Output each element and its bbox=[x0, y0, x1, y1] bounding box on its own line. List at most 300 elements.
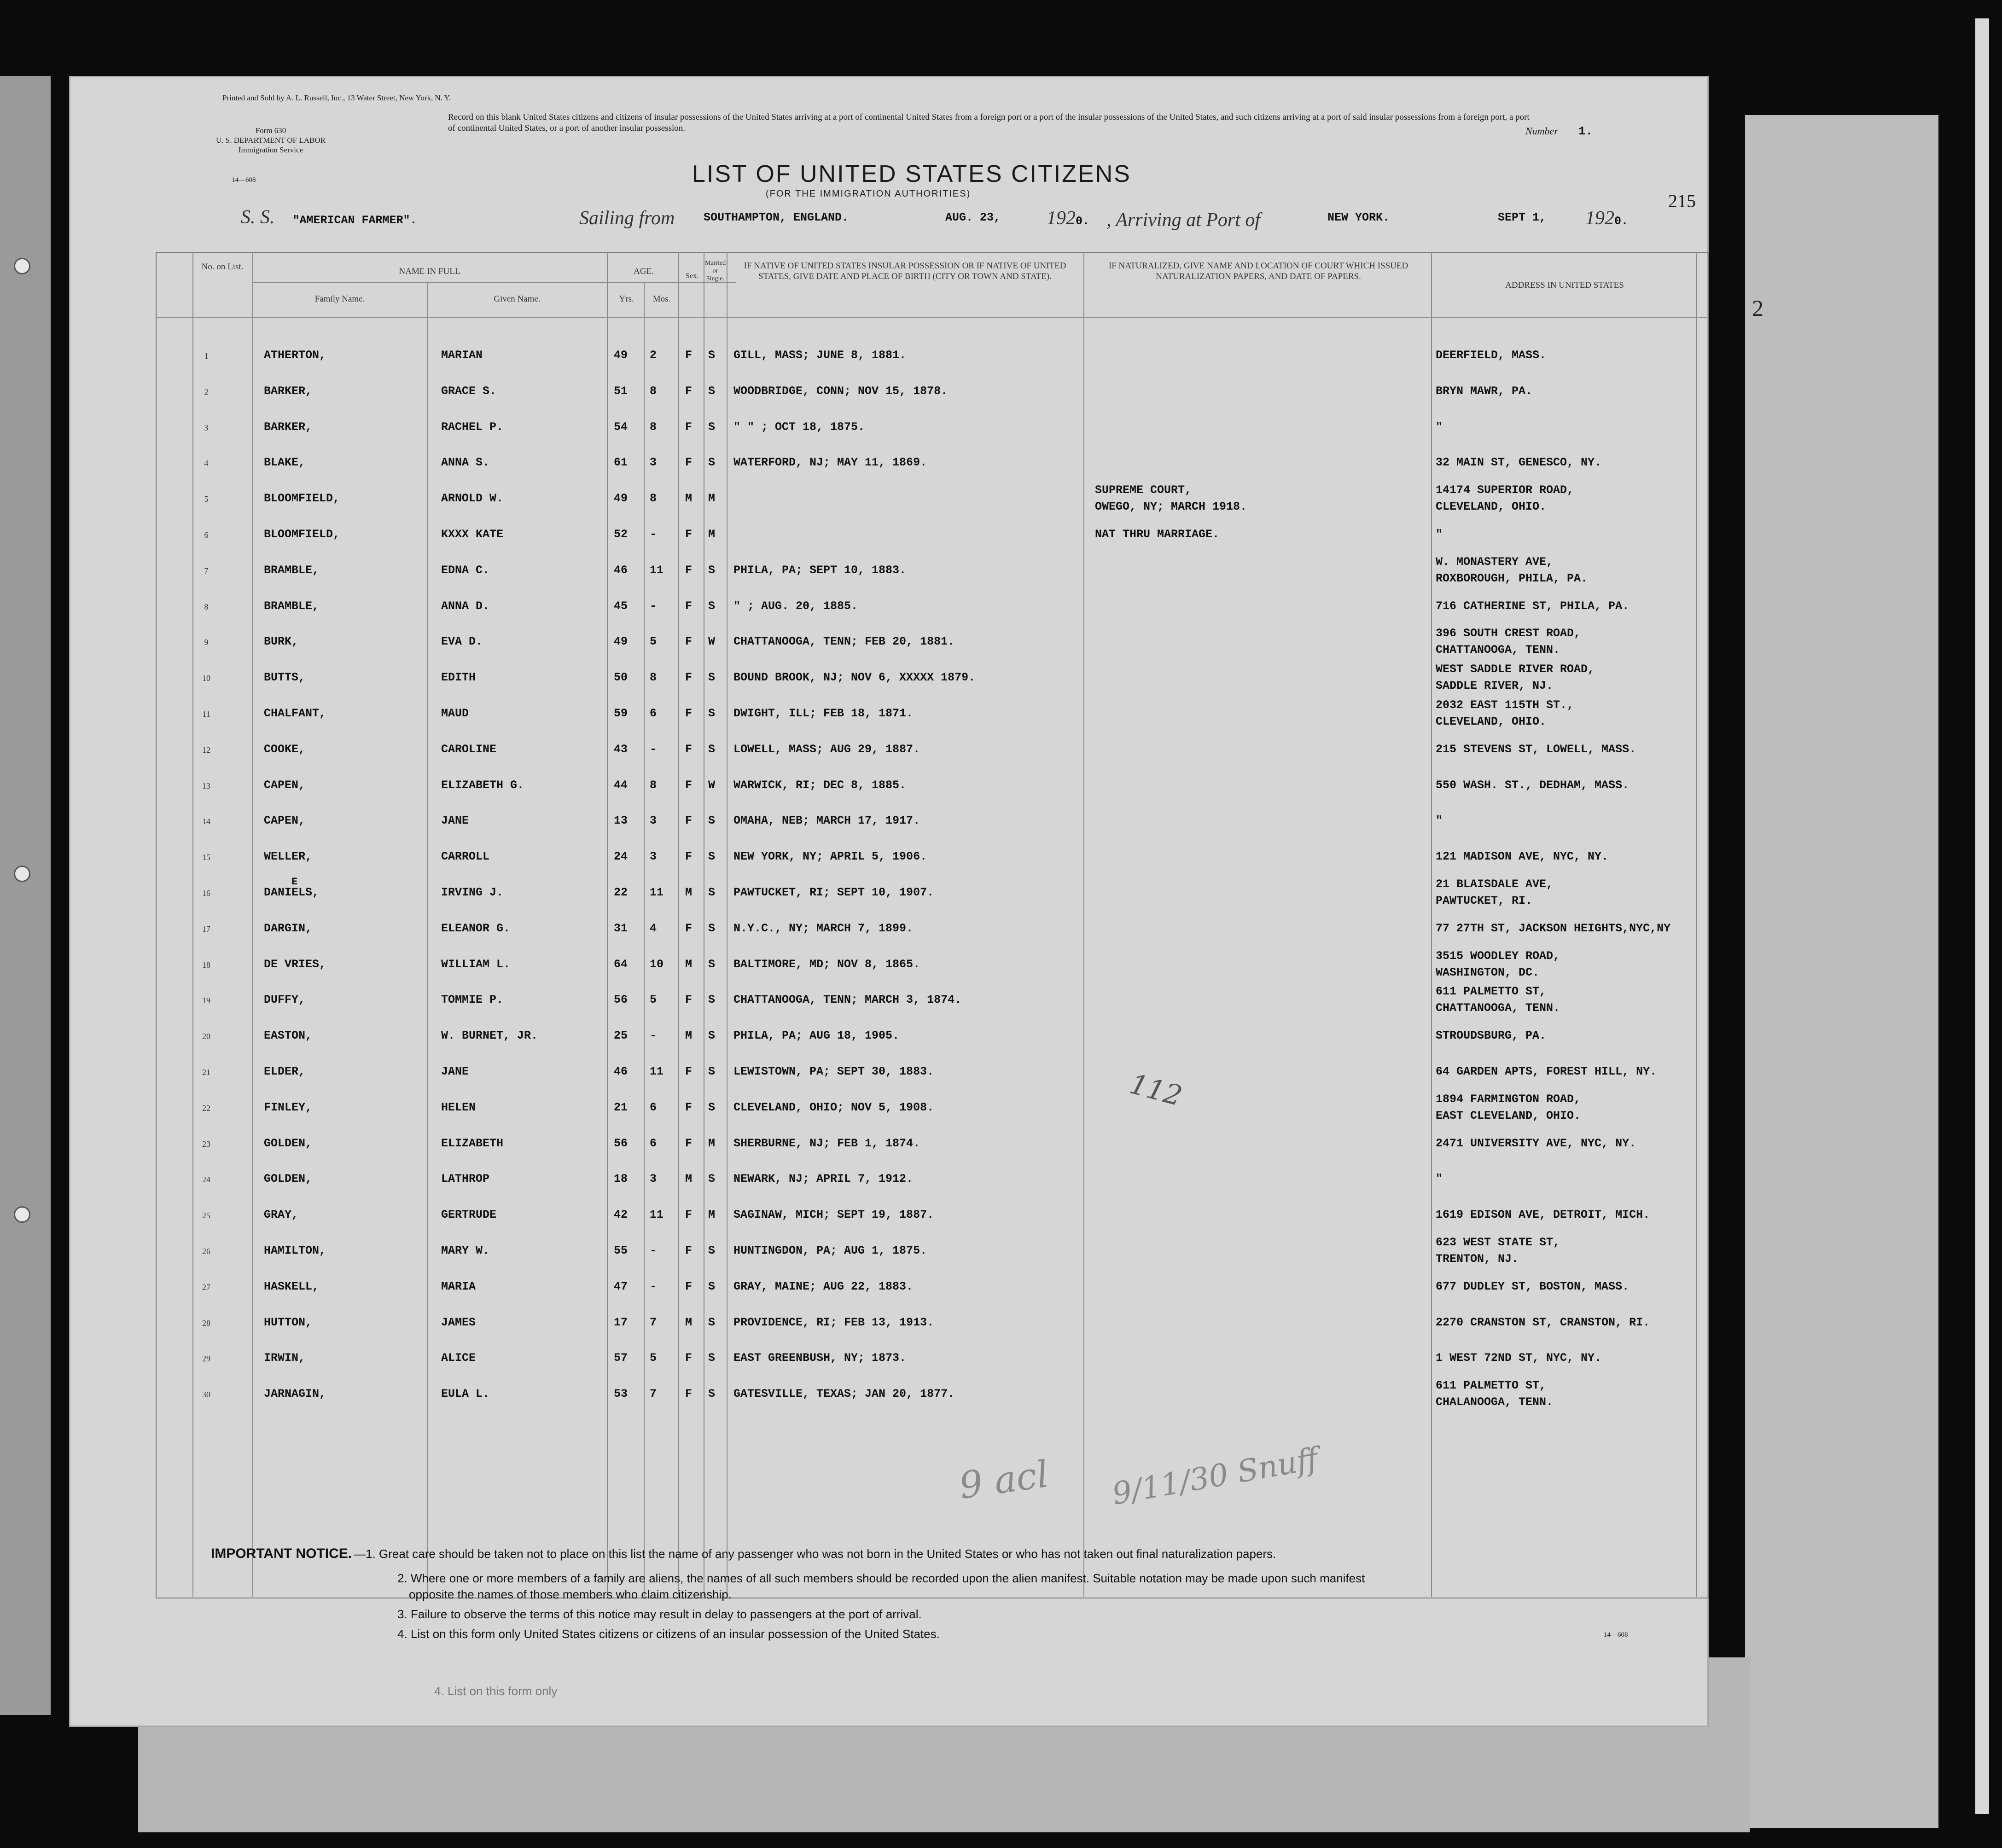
cell-yrs: 52 bbox=[614, 528, 628, 541]
table-body bbox=[70, 77, 1707, 1597]
adjacent-page-right bbox=[1745, 115, 1938, 1828]
cell-no: 8 bbox=[204, 602, 209, 611]
cell-family: ELDER, bbox=[264, 1065, 306, 1078]
form-code: 14—608 bbox=[232, 176, 256, 184]
cell-yrs: 43 bbox=[614, 742, 628, 756]
cell-birth: DWIGHT, ILL; FEB 18, 1871. bbox=[733, 707, 914, 720]
cell-mos: - bbox=[650, 528, 657, 541]
cell-addr: 677 DUDLEY ST, BOSTON, MASS. bbox=[1436, 1279, 1630, 1293]
cell-addr2: CLEVELAND, OHIO. bbox=[1436, 715, 1547, 728]
cell-given: GERTRUDE bbox=[441, 1208, 497, 1222]
cell-sex: F bbox=[685, 384, 693, 398]
cell-sex: F bbox=[685, 1244, 693, 1257]
notice-item: 2. Where one or more members of a family are aliens, the names of all such members should be recorded upon the alien manifest. Suitable notation may be made upon such manifest bbox=[397, 1571, 1365, 1585]
cell-mos: 2 bbox=[650, 349, 657, 362]
cell-sex: F bbox=[685, 671, 693, 685]
cell-no: 6 bbox=[204, 530, 209, 540]
cell-yrs: 47 bbox=[614, 1279, 628, 1293]
cell-addr: W. MONASTERY AVE, bbox=[1436, 555, 1554, 569]
cell-addr2: PAWTUCKET, RI. bbox=[1436, 894, 1533, 907]
cell-addr: 14174 SUPERIOR ROAD, bbox=[1436, 483, 1574, 497]
notice-item: 4. List on this form only United States citizens or citizens of an insular possession of the United States. bbox=[397, 1627, 940, 1641]
from-date: AUG. 23, bbox=[945, 211, 1001, 224]
cell-mos: 5 bbox=[650, 993, 657, 1007]
cell-sex: F bbox=[685, 814, 693, 828]
cell-family: DUFFY, bbox=[264, 993, 306, 1007]
cell-sex: F bbox=[685, 1136, 693, 1150]
cell-yrs: 59 bbox=[614, 707, 628, 720]
adjacent-page-left bbox=[0, 76, 51, 1715]
cell-mos: 8 bbox=[650, 671, 657, 685]
cell-no: 16 bbox=[202, 889, 210, 898]
cell-yrs: 56 bbox=[614, 1136, 628, 1150]
cell-given: MARIA bbox=[441, 1279, 476, 1293]
cell-sex: F bbox=[685, 993, 693, 1007]
from-year: 1920. bbox=[1047, 208, 1090, 229]
col-header-given: Given Name. bbox=[494, 294, 541, 304]
col-header-name: NAME IN FULL bbox=[399, 267, 460, 276]
cell-sex: F bbox=[685, 742, 693, 756]
cell-ms: S bbox=[708, 886, 716, 899]
cell-mos: 3 bbox=[650, 850, 657, 864]
cell-family: BUTTS, bbox=[264, 671, 306, 685]
cell-given: WILLIAM L. bbox=[441, 957, 511, 971]
cell-yrs: 51 bbox=[614, 384, 628, 398]
col-header-naturalized: IF NATURALIZED, GIVE NAME AND LOCATION OF COURT WHICH ISSUED NATURALIZATION PAPERS, AND DATE OF PAPERS. bbox=[1108, 261, 1408, 281]
cell-no: 2 bbox=[204, 387, 209, 396]
cell-birth: EAST GREENBUSH, NY; 1873. bbox=[733, 1351, 907, 1365]
cell-family: BURK, bbox=[264, 635, 299, 649]
cell-no: 25 bbox=[202, 1211, 210, 1220]
cell-family: IRWIN, bbox=[264, 1351, 306, 1365]
to-port: NEW YORK. bbox=[1327, 211, 1390, 224]
form-number: Form 630 bbox=[255, 126, 286, 135]
cell-birth: BOUND BROOK, NJ; NOV 6, XXXXX 1879. bbox=[733, 671, 976, 685]
cell-family: BLOOMFIELD, bbox=[264, 528, 340, 541]
handwritten-note: 9 acl bbox=[956, 1452, 1051, 1508]
cell-birth: N.Y.C., NY; MARCH 7, 1899. bbox=[733, 921, 914, 935]
cell-no: 29 bbox=[202, 1354, 210, 1364]
cell-no: 20 bbox=[202, 1032, 210, 1041]
cell-addr2: CHATTANOOGA, TENN. bbox=[1436, 1001, 1560, 1015]
cell-yrs: 57 bbox=[614, 1351, 628, 1365]
cell-ms: S bbox=[708, 993, 716, 1007]
cell-mos: 3 bbox=[650, 1172, 657, 1186]
cell-ms: S bbox=[708, 1315, 716, 1329]
adjacent-page-number: 2 bbox=[1752, 295, 1763, 321]
margin-mark: 112 bbox=[1126, 1068, 1186, 1113]
cell-addr2: EAST CLEVELAND, OHIO. bbox=[1436, 1109, 1581, 1122]
cell-birth: OMAHA, NEB; MARCH 17, 1917. bbox=[733, 814, 920, 828]
cell-addr: 1 WEST 72ND ST, NYC, NY. bbox=[1436, 1351, 1602, 1365]
cell-no: 13 bbox=[202, 781, 210, 790]
cell-given: EDITH bbox=[441, 671, 476, 685]
cell-no: 30 bbox=[202, 1390, 210, 1400]
cell-birth: PROVIDENCE, RI; FEB 13, 1913. bbox=[733, 1315, 934, 1329]
cell-addr: 716 CATHERINE ST, PHILA, PA. bbox=[1436, 599, 1630, 613]
cell-yrs: 46 bbox=[614, 1065, 628, 1078]
cell-addr: WEST SADDLE RIVER ROAD, bbox=[1436, 662, 1595, 676]
cell-birth: CLEVELAND, OHIO; NOV 5, 1908. bbox=[733, 1100, 934, 1114]
cell-birth: GILL, MASS; JUNE 8, 1881. bbox=[733, 349, 907, 362]
cell-family: HUTTON, bbox=[264, 1315, 313, 1329]
cell-nat2: OWEGO, NY; MARCH 1918. bbox=[1095, 500, 1247, 514]
cell-birth: CHATTANOOGA, TENN; FEB 20, 1881. bbox=[733, 635, 955, 649]
cell-mos: 11 bbox=[650, 1065, 664, 1078]
cell-birth: PAWTUCKET, RI; SEPT 10, 1907. bbox=[733, 886, 934, 899]
cell-addr: " bbox=[1436, 1172, 1443, 1186]
cell-yrs: 46 bbox=[614, 563, 628, 577]
department: U. S. DEPARTMENT OF LABOR bbox=[216, 136, 326, 145]
cell-no: 7 bbox=[204, 566, 209, 575]
cell-yrs: 44 bbox=[614, 778, 628, 792]
cell-nat: SUPREME COURT, bbox=[1095, 483, 1192, 497]
cell-addr2: ROXBOROUGH, PHILA, PA. bbox=[1436, 571, 1588, 585]
cell-mos: 8 bbox=[650, 420, 657, 434]
cell-ms: S bbox=[708, 563, 716, 577]
notice-item: opposite the names of those members who claim citizenship. bbox=[409, 1587, 732, 1601]
cell-sex: F bbox=[685, 707, 693, 720]
cell-sex: M bbox=[685, 957, 693, 971]
cell-family: COOKE, bbox=[264, 742, 306, 756]
cell-ms: M bbox=[708, 492, 716, 506]
cell-given: MARY W. bbox=[441, 1244, 490, 1257]
cell-birth: PHILA, PA; SEPT 10, 1883. bbox=[733, 563, 907, 577]
cell-given: MAUD bbox=[441, 707, 469, 720]
cell-family: GRAY, bbox=[264, 1208, 299, 1222]
cell-family: CAPEN, bbox=[264, 814, 306, 828]
cell-given: ARNOLD W. bbox=[441, 492, 504, 506]
cell-birth: HUNTINGDON, PA; AUG 1, 1875. bbox=[733, 1244, 927, 1257]
cell-birth: NEW YORK, NY; APRIL 5, 1906. bbox=[733, 850, 927, 864]
cell-birth: WATERFORD, NJ; MAY 11, 1869. bbox=[733, 456, 927, 470]
cell-no: 26 bbox=[202, 1247, 210, 1256]
cell-sex: M bbox=[685, 1172, 693, 1186]
cell-mos: 11 bbox=[650, 1208, 664, 1222]
cell-given: LATHROP bbox=[441, 1172, 490, 1186]
cell-sex: F bbox=[685, 1065, 693, 1078]
cell-yrs: 24 bbox=[614, 850, 628, 864]
cell-given: ANNA S. bbox=[441, 456, 490, 470]
to-date: SEPT 1, bbox=[1498, 211, 1547, 224]
cell-addr2: TRENTON, NJ. bbox=[1436, 1252, 1519, 1266]
cell-no: 11 bbox=[202, 709, 210, 719]
cell-given: IRVING J. bbox=[441, 886, 504, 899]
cell-yrs: 13 bbox=[614, 814, 628, 828]
cell-yrs: 42 bbox=[614, 1208, 628, 1222]
cell-given: GRACE S. bbox=[441, 384, 497, 398]
cell-mos: 5 bbox=[650, 635, 657, 649]
cell-family: BARKER, bbox=[264, 420, 313, 434]
cell-addr: 2270 CRANSTON ST, CRANSTON, RI. bbox=[1436, 1315, 1650, 1329]
cell-ms: S bbox=[708, 1100, 716, 1114]
manifest-page bbox=[69, 76, 1709, 1727]
cell-sex: F bbox=[685, 599, 693, 613]
cell-ms: S bbox=[708, 349, 716, 362]
cell-birth: GATESVILLE, TEXAS; JAN 20, 1877. bbox=[733, 1387, 955, 1401]
cell-family: JARNAGIN, bbox=[264, 1387, 326, 1401]
cell-given: JANE bbox=[441, 814, 469, 828]
cell-no: 12 bbox=[202, 745, 210, 755]
cell-mos: 4 bbox=[650, 921, 657, 935]
cell-no: 24 bbox=[202, 1175, 210, 1185]
cell-yrs: 56 bbox=[614, 993, 628, 1007]
cell-yrs: 49 bbox=[614, 349, 628, 362]
row-annotation: E bbox=[291, 876, 298, 888]
cell-sex: F bbox=[685, 1351, 693, 1365]
col-header-sex: Sex. bbox=[686, 272, 698, 280]
cell-ms: S bbox=[708, 384, 716, 398]
cell-no: 17 bbox=[202, 924, 210, 934]
cell-given: ANNA D. bbox=[441, 599, 490, 613]
cell-given: TOMMIE P. bbox=[441, 993, 504, 1007]
cell-ms: S bbox=[708, 456, 716, 470]
cell-addr: 2471 UNIVERSITY AVE, NYC, NY. bbox=[1436, 1136, 1636, 1150]
cell-ms: S bbox=[708, 742, 716, 756]
col-header-yrs: Yrs. bbox=[619, 294, 634, 304]
cell-family: BARKER, bbox=[264, 384, 313, 398]
cell-mos: 8 bbox=[650, 492, 657, 506]
page-subtitle: (FOR THE IMMIGRATION AUTHORITIES) bbox=[766, 189, 971, 199]
cell-sex: M bbox=[685, 492, 693, 506]
cell-given: ELIZABETH G. bbox=[441, 778, 524, 792]
cell-given: EVA D. bbox=[441, 635, 483, 649]
cell-sex: F bbox=[685, 1279, 693, 1293]
cell-addr: 121 MADISON AVE, NYC, NY. bbox=[1436, 850, 1609, 864]
cell-addr: DEERFIELD, MASS. bbox=[1436, 349, 1547, 362]
cell-ms: S bbox=[708, 1244, 716, 1257]
cell-no: 19 bbox=[202, 996, 210, 1005]
footer-code: 14—608 bbox=[1604, 1631, 1628, 1639]
cell-birth: " ; AUG. 20, 1885. bbox=[733, 599, 858, 613]
cell-no: 3 bbox=[204, 423, 209, 432]
cell-birth: GRAY, MAINE; AUG 22, 1883. bbox=[733, 1279, 914, 1293]
cell-mos: 6 bbox=[650, 707, 657, 720]
ghost-notice-line: 4. List on this form only bbox=[434, 1684, 558, 1698]
cell-addr: 77 27TH ST, JACKSON HEIGHTS,NYC,NY bbox=[1436, 921, 1671, 935]
cell-no: 23 bbox=[202, 1139, 210, 1149]
cell-addr2: CHATTANOOGA, TENN. bbox=[1436, 643, 1560, 657]
col-header-married: Married or Single. bbox=[705, 260, 726, 282]
cell-addr: " bbox=[1436, 420, 1443, 434]
cell-addr2: SADDLE RIVER, NJ. bbox=[1436, 679, 1554, 693]
from-port: SOUTHAMPTON, ENGLAND. bbox=[704, 211, 849, 224]
cell-no: 15 bbox=[202, 853, 210, 862]
cell-birth: SHERBURNE, NJ; FEB 1, 1874. bbox=[733, 1136, 920, 1150]
cell-no: 27 bbox=[202, 1282, 210, 1292]
binder-hole bbox=[14, 866, 30, 882]
record-instructions: Record on this blank United States citizens and citizens of insular possessions of the United States arriving at a port of continental United States from a foreign port or a port of the insular possessions of the United States, and such citizens arriving at a port of said insular possessions from a foreign port, a port of continental United States, or a port of another insular possession. bbox=[448, 112, 1530, 133]
cell-sex: M bbox=[685, 1029, 693, 1043]
cell-addr2: CLEVELAND, OHIO. bbox=[1436, 500, 1547, 514]
cell-no: 21 bbox=[202, 1068, 210, 1077]
cell-yrs: 61 bbox=[614, 456, 628, 470]
cell-addr: BRYN MAWR, PA. bbox=[1436, 384, 1533, 398]
cell-addr: 611 PALMETTO ST, bbox=[1436, 1379, 1547, 1393]
cell-yrs: 21 bbox=[614, 1100, 628, 1114]
cell-mos: - bbox=[650, 1279, 657, 1293]
cell-sex: F bbox=[685, 1387, 693, 1401]
cell-given: JANE bbox=[441, 1065, 469, 1078]
cell-given: MARIAN bbox=[441, 349, 483, 362]
cell-mos: 6 bbox=[650, 1136, 657, 1150]
ship-name: "AMERICAN FARMER". bbox=[292, 214, 417, 227]
cell-no: 18 bbox=[202, 960, 210, 970]
cell-family: HAMILTON, bbox=[264, 1244, 326, 1257]
cell-given: W. BURNET, JR. bbox=[441, 1029, 538, 1043]
cell-mos: 3 bbox=[650, 456, 657, 470]
to-year: 1920. bbox=[1585, 208, 1629, 229]
cell-mos: 8 bbox=[650, 384, 657, 398]
cell-yrs: 45 bbox=[614, 599, 628, 613]
cell-family: FINLEY, bbox=[264, 1100, 313, 1114]
cell-family: HASKELL, bbox=[264, 1279, 320, 1293]
cell-mos: 6 bbox=[650, 1100, 657, 1114]
cell-family: GOLDEN, bbox=[264, 1136, 313, 1150]
number-label: Number bbox=[1525, 125, 1558, 137]
cell-no: 9 bbox=[204, 638, 209, 647]
cell-ms: S bbox=[708, 1351, 716, 1365]
cell-sex: F bbox=[685, 563, 693, 577]
cell-addr: 623 WEST STATE ST, bbox=[1436, 1236, 1560, 1249]
col-header-address: ADDRESS IN UNITED STATES bbox=[1505, 280, 1624, 290]
cell-family: WELLER, bbox=[264, 850, 313, 864]
cell-given: JAMES bbox=[441, 1315, 476, 1329]
cell-sex: F bbox=[685, 456, 693, 470]
cell-mos: 7 bbox=[650, 1387, 657, 1401]
cell-family: DE VRIES, bbox=[264, 957, 326, 971]
cell-family: CAPEN, bbox=[264, 778, 306, 792]
cell-family: ATHERTON, bbox=[264, 349, 326, 362]
cell-addr: 21 BLAISDALE AVE, bbox=[1436, 878, 1554, 891]
ss-label: S. S. bbox=[241, 207, 275, 228]
cell-birth: BALTIMORE, MD; NOV 8, 1865. bbox=[733, 957, 920, 971]
cell-given: EULA L. bbox=[441, 1387, 490, 1401]
cell-ms: S bbox=[708, 671, 716, 685]
notice-item: —1. Great care should be taken not to place on this list the name of any passenger who was not born in the United States or who has not taken out final naturalization papers. bbox=[354, 1547, 1276, 1561]
cell-ms: S bbox=[708, 420, 716, 434]
cell-yrs: 53 bbox=[614, 1387, 628, 1401]
cell-yrs: 54 bbox=[614, 420, 628, 434]
cell-sex: F bbox=[685, 1100, 693, 1114]
cell-yrs: 22 bbox=[614, 886, 628, 899]
col-header-mos: Mos. bbox=[652, 294, 671, 304]
cell-family: DARGIN, bbox=[264, 921, 313, 935]
cell-yrs: 31 bbox=[614, 921, 628, 935]
cell-mos: - bbox=[650, 1029, 657, 1043]
cell-addr: 1894 FARMINGTON ROAD, bbox=[1436, 1092, 1581, 1106]
cell-addr: 1619 EDISON AVE, DETROIT, MICH. bbox=[1436, 1208, 1650, 1222]
cell-ms: S bbox=[708, 850, 716, 864]
handwritten-note: 9/11/30 Snuff bbox=[1109, 1441, 1321, 1512]
cell-family: BLAKE, bbox=[264, 456, 306, 470]
cell-mos: 3 bbox=[650, 814, 657, 828]
cell-addr: 611 PALMETTO ST, bbox=[1436, 985, 1547, 999]
cell-family: CHALFANT, bbox=[264, 707, 326, 720]
cell-addr2: WASHINGTON, DC. bbox=[1436, 965, 1540, 979]
cell-sex: F bbox=[685, 349, 693, 362]
cell-yrs: 18 bbox=[614, 1172, 628, 1186]
cell-no: 14 bbox=[202, 817, 210, 826]
page-title: LIST OF UNITED STATES CITIZENS bbox=[692, 161, 1131, 187]
cell-ms: W bbox=[708, 635, 716, 649]
important-notice bbox=[211, 1546, 1276, 1562]
cell-given: ELIZABETH bbox=[441, 1136, 504, 1150]
col-header-no: No. on List. bbox=[201, 262, 244, 272]
cell-mos: 10 bbox=[650, 957, 664, 971]
cell-family: BRAMBLE, bbox=[264, 599, 320, 613]
cell-sex: F bbox=[685, 420, 693, 434]
cell-birth: SAGINAW, MICH; SEPT 19, 1887. bbox=[733, 1208, 934, 1222]
adjacent-page-edge bbox=[1975, 18, 1989, 1814]
cell-birth: PHILA, PA; AUG 18, 1905. bbox=[733, 1029, 900, 1043]
cell-addr: " bbox=[1436, 814, 1443, 828]
cell-mos: 11 bbox=[650, 563, 664, 577]
page-number: 215 bbox=[1668, 191, 1696, 211]
cell-yrs: 25 bbox=[614, 1029, 628, 1043]
cell-mos: 8 bbox=[650, 778, 657, 792]
cell-mos: 5 bbox=[650, 1351, 657, 1365]
cell-no: 1 bbox=[204, 351, 209, 360]
col-header-birth: IF NATIVE OF UNITED STATES INSULAR POSSESSION OR IF NATIVE OF UNITED STATES, GIVE DATE AND PLACE OF BIRTH (CITY OR TOWN AND STATE). bbox=[744, 261, 1066, 281]
binder-hole bbox=[14, 258, 30, 274]
cell-sex: F bbox=[685, 850, 693, 864]
cell-ms: S bbox=[708, 1172, 716, 1186]
cell-given: CARROLL bbox=[441, 850, 490, 864]
printer-line: Printed and Sold by A. L. Russell, Inc., 13 Water Street, New York, N. Y. bbox=[222, 93, 451, 102]
cell-ms: S bbox=[708, 957, 716, 971]
cell-sex: F bbox=[685, 635, 693, 649]
cell-yrs: 49 bbox=[614, 492, 628, 506]
cell-family: EASTON, bbox=[264, 1029, 313, 1043]
cell-sex: F bbox=[685, 778, 693, 792]
cell-addr2: CHALANOOGA, TENN. bbox=[1436, 1395, 1554, 1409]
cell-no: 28 bbox=[202, 1318, 210, 1328]
cell-given: CAROLINE bbox=[441, 742, 497, 756]
cell-family: BRAMBLE, bbox=[264, 563, 320, 577]
cell-ms: S bbox=[708, 921, 716, 935]
cell-birth: LEWISTOWN, PA; SEPT 30, 1883. bbox=[733, 1065, 934, 1078]
cell-birth: WARWICK, RI; DEC 8, 1885. bbox=[733, 778, 907, 792]
binder-hole bbox=[14, 1206, 30, 1223]
sailing-label: Sailing from bbox=[579, 208, 675, 229]
cell-ms: S bbox=[708, 707, 716, 720]
cell-mos: - bbox=[650, 1244, 657, 1257]
cell-yrs: 50 bbox=[614, 671, 628, 685]
cell-given: EDNA C. bbox=[441, 563, 490, 577]
notice-label: IMPORTANT NOTICE. bbox=[211, 1546, 352, 1561]
cell-addr: " bbox=[1436, 528, 1443, 541]
cell-given: HELEN bbox=[441, 1100, 476, 1114]
cell-no: 4 bbox=[204, 459, 209, 468]
cell-addr: 2032 EAST 115TH ST., bbox=[1436, 698, 1574, 712]
cell-ms: S bbox=[708, 1029, 716, 1043]
cell-given: KXXX KATE bbox=[441, 528, 504, 541]
cell-ms: M bbox=[708, 1208, 716, 1222]
cell-sex: M bbox=[685, 1315, 693, 1329]
arriving-label: , Arriving at Port of bbox=[1106, 209, 1261, 231]
cell-birth: " " ; OCT 18, 1875. bbox=[733, 420, 865, 434]
cell-addr: 32 MAIN ST, GENESCO, NY. bbox=[1436, 456, 1602, 470]
cell-given: ELEANOR G. bbox=[441, 921, 511, 935]
cell-given: RACHEL P. bbox=[441, 420, 504, 434]
cell-nat: NAT THRU MARRIAGE. bbox=[1095, 528, 1220, 541]
cell-ms: S bbox=[708, 599, 716, 613]
cell-ms: M bbox=[708, 528, 716, 541]
cell-birth: LOWELL, MASS; AUG 29, 1887. bbox=[733, 742, 920, 756]
cell-sex: M bbox=[685, 886, 693, 899]
cell-mos: 11 bbox=[650, 886, 664, 899]
